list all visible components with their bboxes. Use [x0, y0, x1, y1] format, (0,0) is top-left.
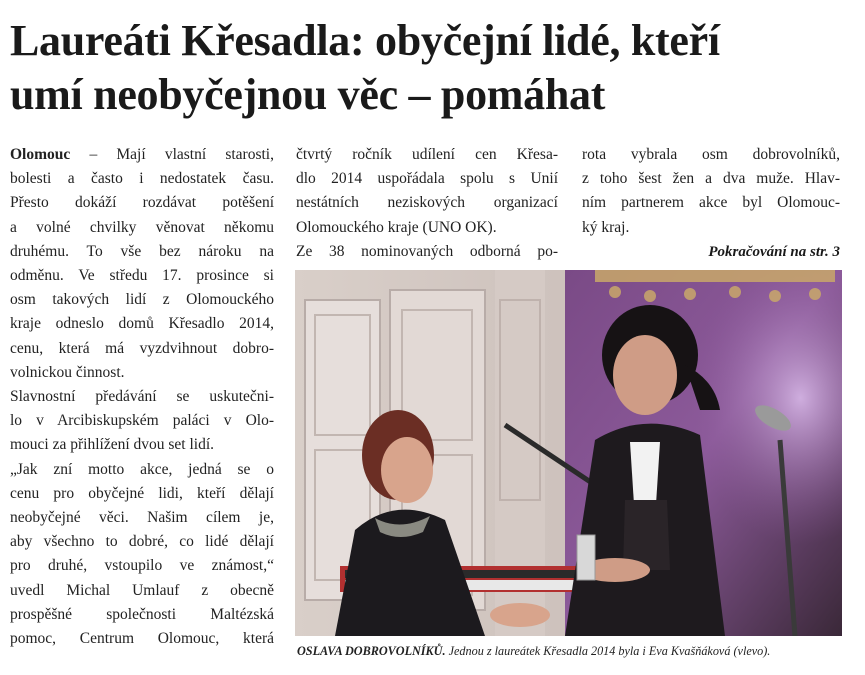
article-line: z toho šest žen a dva muže. Hlav- [582, 170, 840, 188]
article-line: ním partnerem akce byl Olomouc- [582, 194, 840, 212]
headline-line-1: Laureáti Křesadla: obyčejní lidé, kteří [10, 16, 720, 65]
article-photo [295, 270, 842, 636]
article-line: prospěšné společnosti Maltézská [10, 605, 274, 623]
article-line: aby všechno to dobré, co lidé dělají [10, 533, 274, 551]
article-line: pomoc, Centrum Olomouc, která [10, 630, 274, 648]
article-column-3 [582, 143, 840, 240]
article-line: osm takových lidí z Olomouckého [10, 291, 274, 309]
article-line: Slavnostní předávání se uskutečni- [10, 388, 274, 406]
article-line: čtvrtý ročník udílení cen Křesa- [296, 146, 558, 163]
article-column-2 [296, 143, 558, 264]
article-line: neobyčejné věci. Našim cílem je, [10, 509, 274, 527]
continued-note: Pokračování na str. 3 [708, 244, 840, 260]
article-line: Přesto dokáží rozdávat potěšení [10, 194, 274, 212]
article-column-1 [10, 143, 274, 651]
caption-text: Jednou z laureátek Křesadla 2014 byla i Eva Kvašňáková (vlevo). [445, 644, 771, 658]
article-line: volnickou činnost. [10, 363, 125, 381]
article-line: kraje odneslo domů Křesadlo 2014, [10, 315, 274, 333]
article-line: mouci za přihlížení dvou set lidí. [10, 436, 215, 454]
article-line: druhému. To vše bez nároku na [10, 242, 274, 260]
article-line: lo v Arcibiskupském paláci v Olo- [10, 412, 274, 430]
article-line: rota vybrala osm dobrovolníků, [582, 146, 840, 163]
article-line: a volné chvilky věnovat někomu [10, 218, 274, 236]
article-line: odměnu. Ve středu 17. prosince si [10, 267, 274, 285]
article-line: Olomouckého kraje (UNO OK). [296, 218, 497, 236]
article-line: Ze 38 nominovaných odborná po- [296, 242, 558, 260]
article-line: pro druhé, vstoupilo ve známost,“ [10, 557, 274, 575]
article-line: bolesti a často i nedostatek času. [10, 170, 274, 188]
headline-line-2: umí neobyčejnou věc – pomáhat [10, 70, 606, 119]
article-line: ký kraj. [582, 218, 630, 236]
article-line: nestátních neziskových organizací [296, 194, 558, 212]
article-text: – Mají vlastní starosti, [70, 146, 274, 163]
article-line: cenu, která má vyzdvihnout dobro- [10, 339, 274, 357]
article-line: dlo 2014 uspořádala spolu s Unií [296, 170, 558, 188]
article-line: „Jak zní motto akce, jedná se o [10, 460, 274, 478]
photo-caption [297, 644, 842, 659]
photo-illustration [295, 270, 842, 636]
article-line: uvedl Michal Umlauf z obecně [10, 581, 274, 599]
article-line: cenu pro obyčejné lidi, kteří dělají [10, 484, 274, 502]
dateline: Olomouc [10, 146, 71, 163]
headline [10, 14, 860, 122]
caption-lead: OSLAVA DOBROVOLNÍKŮ. [297, 644, 446, 658]
article-line [10, 143, 274, 167]
